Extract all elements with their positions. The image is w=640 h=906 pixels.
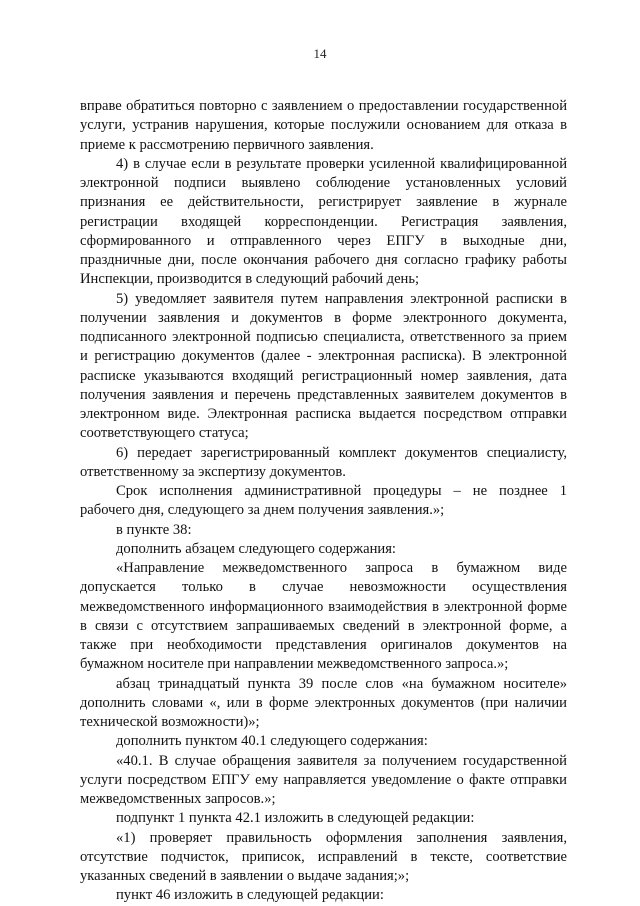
paragraph: пункт 46 изложить в следующей редакции: [116,887,384,904]
paragraph: «40.1. В случае обращения заявителя за получением государственной услуги посредством ЕПГУ ему направляется уведомление о факте отправки межведомственных запросов.»; [80,752,567,807]
paragraph: подпункт 1 пункта 42.1 изложить в следующей редакции: [116,810,475,827]
paragraph: дополнить пунктом 40.1 следующего содержания: [116,733,428,750]
paragraph: в пункте 38: [116,521,192,538]
paragraph: 6) передает зарегистрированный комплект документов специалисту, ответственному за экспертизу документов. [80,444,567,480]
paragraph: Срок исполнения административной процедуры – не позднее 1 рабочего дня, следующего за днем получения заявления.»; [80,483,567,519]
paragraph: вправе обратиться повторно с заявлением о предоставлении государственной услуги, устранив нарушения, которые послужили основанием для отказа в приеме к рассмотрению первичного заявления. [80,98,567,153]
paragraph: «1) проверяет правильность оформления заполнения заявления, отсутствие подчисток, приписок, исправлений в тексте, соответствие указанных сведений в заявлении о выдаче задания;»; [80,829,567,884]
paragraph: «Направление межведомственного запроса в бумажном виде допускается только в случае невозможности осуществления межведомственного информационного взаимодействия в электронной форме в связи с отсутствием запрашиваемых сведений в электронной форме, а также при необходимости представления оригиналов документов на бумажном носителе при направлении межведомственного запроса.»; [80,560,567,673]
paragraph: дополнить абзацем следующего содержания: [116,540,396,557]
paragraph: абзац тринадцатый пункта 39 после слов «на бумажном носителе» дополнить словами «, или в форме электронных документов (при наличии технической возможности)»; [80,675,567,730]
document-body [80,97,567,906]
page-number: 14 [313,46,327,61]
paragraph: 4) в случае если в результате проверки усиленной квалифицированной электронной подписи выявлено соблюдение установленных условий признания ее действительности, регистрирует заявление в журнале регистрации входящей корреспонденции. Регистрация заявления, сформированного и отправленного через ЕПГУ в выходные дни, праздничные дни, после окончания рабочего дня согласно графику работы Инспекции, производится в следующий рабочий день; [80,155,567,288]
paragraph: 5) уведомляет заявителя путем направления электронной расписки в получении заявления и документов в форме электронного документа, подписанного электронной подписью специалиста, ответственного за прием и регистрацию документов (далее - электронная расписка). В электронной расписке указываются входящий регистрационный номер заявления, дата получения заявления и перечень представленных заявителем документов в электронном виде. Электронная расписка выдается посредством отправки соответствующего статуса; [80,290,567,442]
